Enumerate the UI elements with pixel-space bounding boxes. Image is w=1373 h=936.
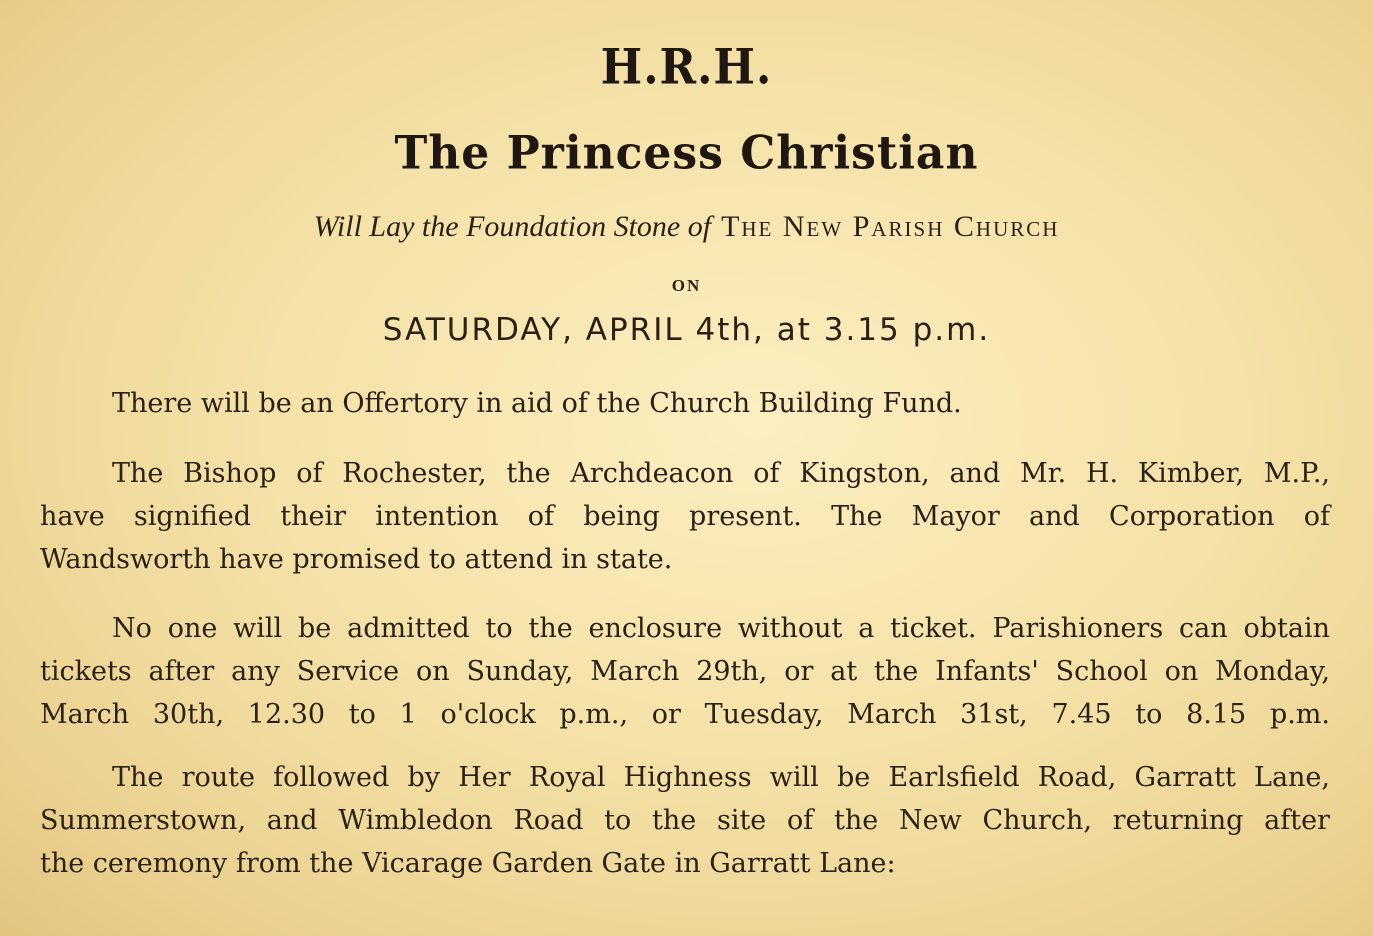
paragraph-line: There will be an Offertory in aid of the Church Building Fund. <box>112 388 962 419</box>
paragraph-tickets <box>40 607 1330 736</box>
paragraph-line: Summerstown, and Wimbledon Road to the site of the New Church, returning after <box>40 805 1330 836</box>
subtitle-caps: The New Parish Church <box>721 210 1060 243</box>
subtitle <box>0 210 1373 244</box>
paragraph-offertory <box>112 382 1112 425</box>
subtitle-italic: Will Lay the Foundation Stone of <box>313 210 712 243</box>
paragraph-line: The route followed by Her Royal Highness will be Earlsfield Road, Garratt Lane, <box>112 762 1330 793</box>
paragraph-attendees <box>40 452 1330 581</box>
paragraph-line: The Bishop of Rochester, the Archdeacon of Kingston, and Mr. H. Kimber, M.P., <box>112 458 1330 489</box>
on-label: ON <box>671 276 702 295</box>
event-date: SATURDAY, APRIL 4th, at 3.15 p.m. <box>382 312 991 348</box>
title-hrh: H.R.H. <box>600 39 773 96</box>
paragraph-line: have signified their intention of being present. The Mayor and Corporation of <box>40 501 1330 532</box>
paragraph-line: No one will be admitted to the enclosure without a ticket. Parishioners can obtain <box>112 613 1330 644</box>
paragraph-route <box>40 756 1330 885</box>
paragraph-line: Wandsworth have promised to attend in state. <box>40 544 673 575</box>
title-princess-christian: The Princess Christian <box>394 126 979 181</box>
paragraph-line: March 30th, 12.30 to 1 o'clock p.m., or Tuesday, March 31st, 7.45 to 8.15 p.m. <box>40 699 1330 730</box>
paragraph-line: the ceremony from the Vicarage Garden Gate in Garratt Lane: <box>40 848 896 879</box>
paragraph-line: tickets after any Service on Sunday, March 29th, or at the Infants' School on Monday, <box>40 656 1330 687</box>
